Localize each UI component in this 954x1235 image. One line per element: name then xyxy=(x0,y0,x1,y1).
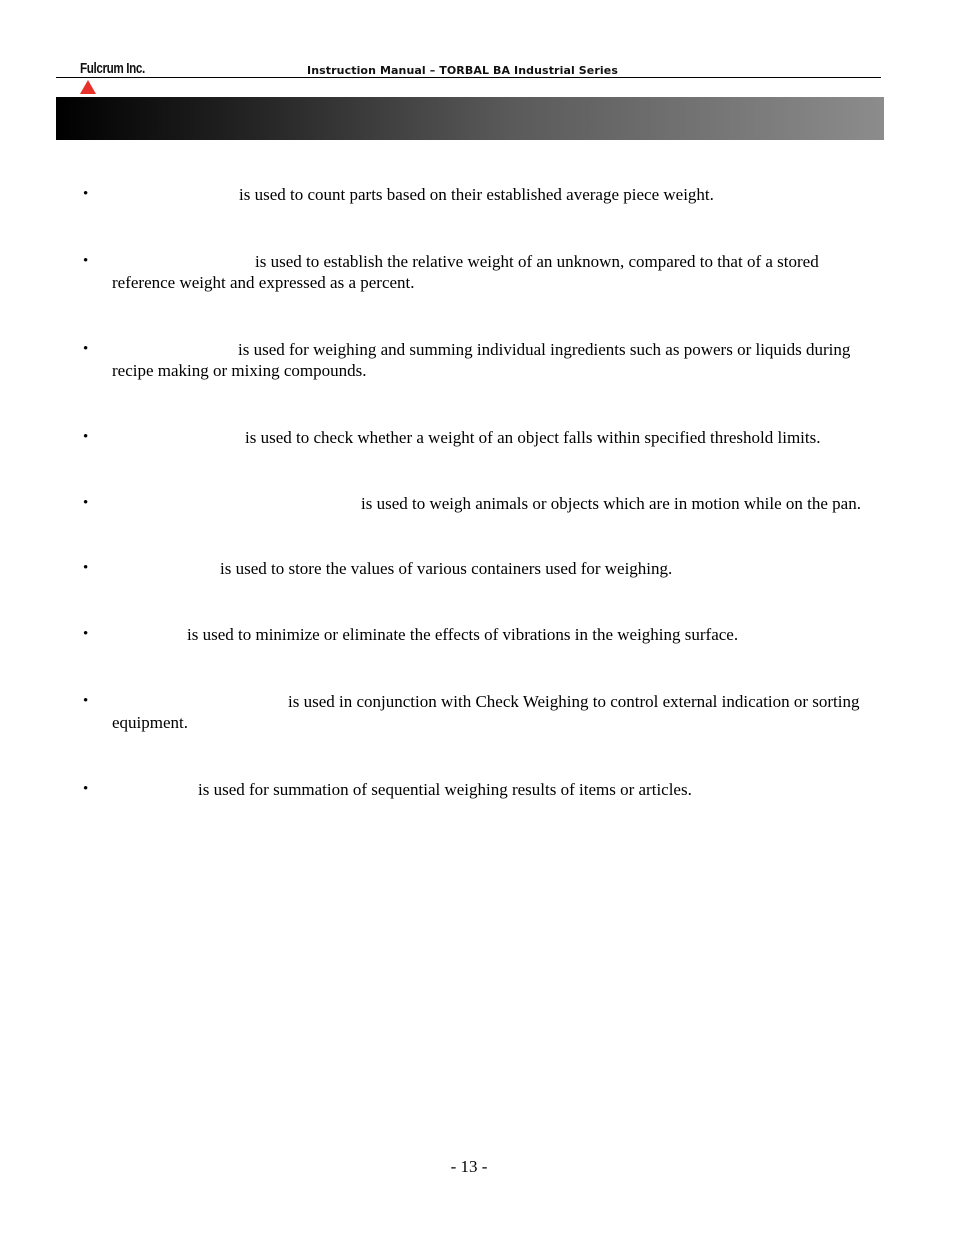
bullet-icon: • xyxy=(83,692,89,709)
feature-text xyxy=(112,624,880,646)
company-logo xyxy=(80,60,163,78)
feature-description: is used for weighing and summing individual ingredients such as powers or liquids during recipe making or mixing compounds. xyxy=(112,339,851,380)
feature-item-animal-weighing xyxy=(80,493,880,515)
feature-item-percent xyxy=(80,251,880,294)
bullet-icon: • xyxy=(83,252,89,269)
logo-text: Fulcrum Inc. xyxy=(80,60,145,77)
feature-text xyxy=(112,251,880,294)
bullet-icon: • xyxy=(83,186,89,202)
feature-item-counting xyxy=(80,184,880,206)
feature-item-relay-output xyxy=(80,691,880,734)
feature-description: is used to weigh animals or objects which are in motion while on the pan. xyxy=(361,494,861,513)
feature-description: is used for summation of sequential weighing results of items or articles. xyxy=(198,779,692,799)
feature-text xyxy=(112,691,880,734)
feature-text xyxy=(112,339,880,382)
feature-description: is used to check whether a weight of an object falls within specified threshold limits. xyxy=(245,427,821,447)
feature-text xyxy=(112,779,880,801)
feature-item-filter xyxy=(80,624,880,646)
feature-list xyxy=(80,180,880,800)
feature-item-totalizing xyxy=(80,779,880,801)
bullet-icon: • xyxy=(83,428,89,445)
feature-text xyxy=(112,493,880,515)
feature-text xyxy=(112,184,880,206)
feature-text xyxy=(112,558,880,580)
header-rule xyxy=(56,77,881,78)
feature-item-formulation xyxy=(80,339,880,382)
header-title: Instruction Manual – TORBAL BA Industrial Series xyxy=(307,64,618,77)
section-banner xyxy=(56,97,884,140)
bullet-icon: • xyxy=(83,780,89,797)
feature-item-tare-memory xyxy=(80,558,880,580)
feature-description: is used to count parts based on their established average piece weight. xyxy=(239,185,714,204)
bullet-icon: • xyxy=(83,626,89,642)
feature-description: is used to establish the relative weight of an unknown, compared to that of a stored reference weight and expressed as a percent. xyxy=(112,251,819,292)
feature-item-check-weighing xyxy=(80,427,880,449)
feature-text xyxy=(112,427,880,449)
logo-triangle-icon xyxy=(80,80,96,94)
feature-description: is used in conjunction with Check Weighing to control external indication or sorting equipment. xyxy=(112,691,860,732)
bullet-icon: • xyxy=(83,340,89,357)
bullet-icon: • xyxy=(83,495,89,511)
bullet-icon: • xyxy=(83,559,89,576)
feature-description: is used to minimize or eliminate the effects of vibrations in the weighing surface. xyxy=(187,625,739,644)
page-number: - 13 - xyxy=(450,1157,488,1176)
feature-description: is used to store the values of various containers used for weighing. xyxy=(220,558,673,578)
